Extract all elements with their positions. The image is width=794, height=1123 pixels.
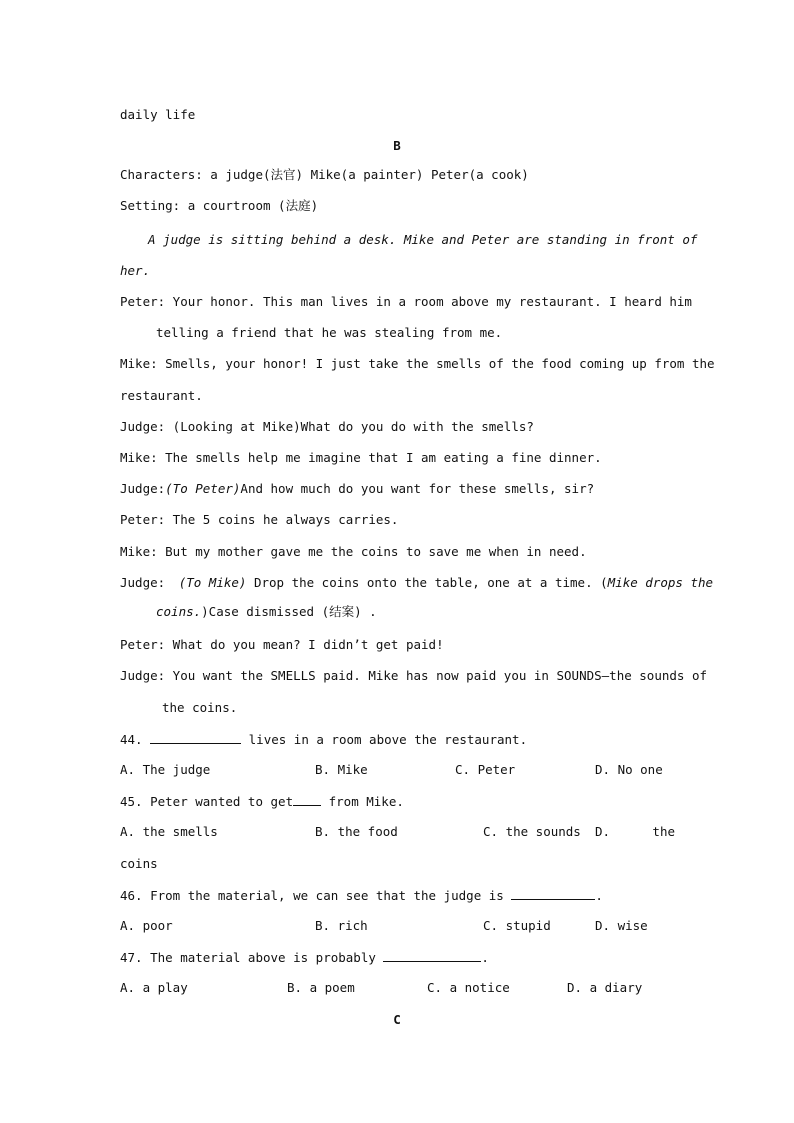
question-text: .: [595, 888, 603, 903]
answer-blank: [511, 887, 595, 900]
mike-line-1: Mike: Smells, your honor! I just take the smells of the food coming up from the: [120, 356, 715, 371]
option-d-cont: coins: [120, 856, 158, 871]
option-d: D. No one: [595, 762, 663, 777]
option-a: A. the smells: [120, 824, 218, 839]
option-b: B. Mike: [315, 762, 368, 777]
top-line: daily life: [120, 107, 196, 122]
option-b: B. a poem: [287, 980, 355, 995]
stage-direction-inline: Mike drops the: [607, 575, 714, 590]
speaker: Judge:: [120, 481, 166, 496]
option-a: A. The judge: [120, 762, 211, 777]
stage-direction-inline: coins.: [156, 604, 202, 619]
question-text: lives in a room above the restaurant.: [248, 732, 528, 747]
speech: And how much do you want for these smells, sir?: [240, 481, 595, 496]
option-a: A. poor: [120, 918, 173, 933]
option-d: D. the: [595, 824, 675, 839]
question-46: [120, 887, 603, 904]
question-45: [120, 793, 404, 810]
mike-line-2: Mike: The smells help me imagine that I am eating a fine dinner.: [120, 450, 602, 465]
speaker: Judge:: [120, 575, 166, 590]
question-text: 45. Peter wanted to get: [120, 794, 294, 809]
option-c: C. the sounds: [483, 824, 581, 839]
setting-line: Setting: a courtroom (法庭): [120, 198, 319, 213]
question-text: 44.: [120, 732, 143, 747]
option-c: C. stupid: [483, 918, 551, 933]
judge-line-3: [120, 575, 713, 591]
stage-direction-inline: (To Peter): [165, 481, 241, 496]
question-44: [120, 731, 527, 748]
question-text: 46. From the material, we can see that the judge is: [120, 888, 504, 903]
peter-line-2: Peter: The 5 coins he always carries.: [120, 512, 399, 527]
speech: Drop the coins onto the table, one at a time. (: [253, 575, 608, 590]
option-c: C. a notice: [427, 980, 510, 995]
option-b: B. the food: [315, 824, 398, 839]
speech: )Case dismissed (结案) .: [201, 604, 377, 619]
answer-blank: [293, 793, 321, 806]
question-47: [120, 949, 489, 966]
option-d: D. wise: [595, 918, 648, 933]
judge-line-1: Judge: (Looking at Mike)What do you do with the smells?: [120, 419, 534, 434]
question-text: from Mike.: [328, 794, 404, 809]
option-d: D. a diary: [567, 980, 643, 995]
peter-line-1: Peter: Your honor. This man lives in a room above my restaurant. I heard him: [120, 294, 692, 309]
answer-blank: [150, 731, 241, 744]
judge-line-4-cont: the coins.: [162, 700, 238, 715]
peter-line-3: Peter: What do you mean? I didn’t get paid!: [120, 637, 444, 652]
stage-direction-inline: (To Mike): [178, 575, 247, 590]
mike-line-3: Mike: But my mother gave me the coins to save me when in need.: [120, 544, 587, 559]
peter-line-1-cont: telling a friend that he was stealing from me.: [156, 325, 503, 340]
section-c-heading: C: [393, 1012, 401, 1027]
option-a: A. a play: [120, 980, 188, 995]
section-b-heading: B: [393, 138, 401, 153]
judge-line-2: [120, 481, 594, 497]
mike-line-1-cont: restaurant.: [120, 388, 203, 403]
judge-line-3-cont: [156, 604, 377, 620]
question-text: 47. The material above is probably: [120, 950, 376, 965]
option-b: B. rich: [315, 918, 368, 933]
stage-direction: A judge is sitting behind a desk. Mike and Peter are standing in front of: [148, 232, 698, 247]
question-text: .: [481, 950, 489, 965]
option-c: C. Peter: [455, 762, 516, 777]
answer-blank: [383, 949, 481, 962]
judge-line-4: Judge: You want the SMELLS paid. Mike has now paid you in SOUNDS—the sounds of: [120, 668, 707, 683]
stage-direction-cont: her.: [120, 263, 151, 278]
characters-line: Characters: a judge(法官) Mike(a painter) Peter(a cook): [120, 167, 529, 182]
